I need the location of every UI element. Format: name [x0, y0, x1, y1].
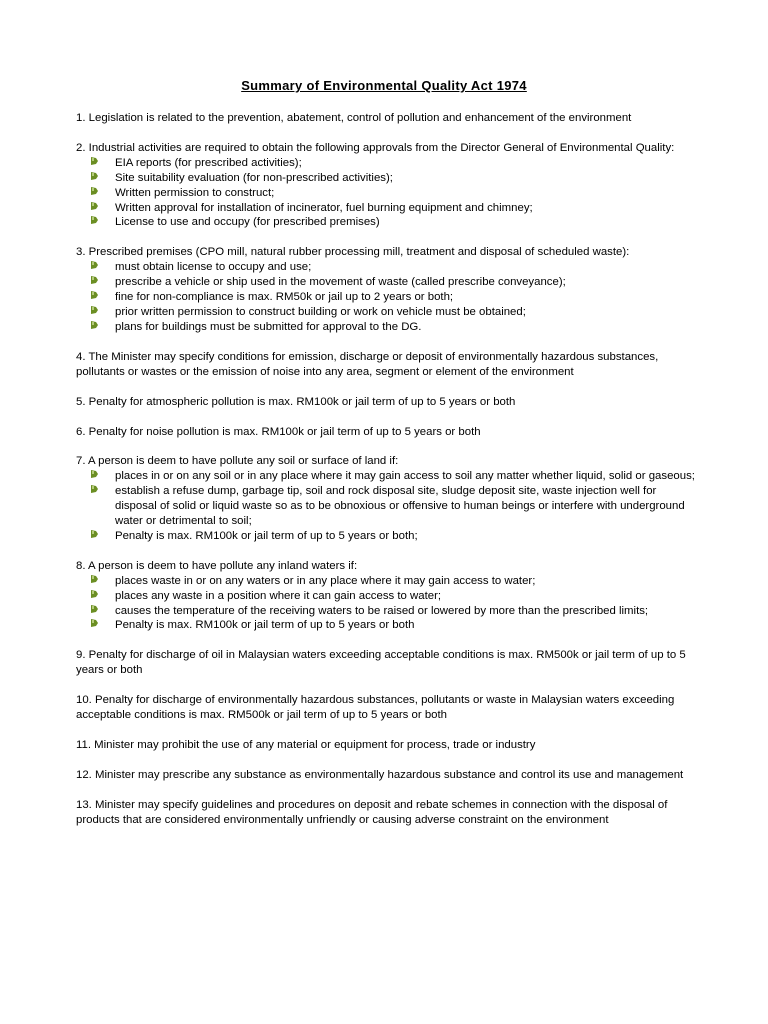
bullet-text: Penalty is max. RM100k or jail term of up to 5 years or both	[115, 619, 415, 632]
list-item	[115, 469, 696, 484]
square-bullet-icon	[91, 291, 98, 299]
bullet-text: Written permission to construct;	[115, 186, 275, 199]
section-6	[76, 425, 696, 440]
square-bullet-icon	[91, 575, 98, 583]
section-13	[76, 798, 696, 828]
list-item	[115, 618, 696, 633]
section-text: 7. A person is deem to have pollute any soil or surface of land if:	[76, 455, 399, 468]
bullet-text: places any waste in a position where it can gain access to water;	[115, 589, 442, 602]
square-bullet-icon	[91, 187, 98, 195]
list-item	[115, 215, 696, 230]
square-bullet-icon	[91, 321, 98, 329]
list-item	[115, 529, 696, 544]
list-item	[115, 574, 696, 589]
section-text: 5. Penalty for atmospheric pollution is max. RM100k or jail term of up to 5 years or both	[76, 395, 516, 408]
section-text: 9. Penalty for discharge of oil in Malaysian waters exceeding acceptable conditions is max. RM500k or jail term of up to 5 years or both	[76, 649, 686, 677]
list-item	[115, 290, 696, 305]
bullet-text: Site suitability evaluation (for non-prescribed activities);	[115, 171, 393, 184]
list-item	[115, 201, 696, 216]
square-bullet-icon	[91, 590, 98, 598]
list-item	[115, 275, 696, 290]
square-bullet-icon	[91, 485, 98, 493]
list-item	[115, 484, 696, 529]
square-bullet-icon	[91, 276, 98, 284]
bullet-text: causes the temperature of the receiving waters to be raised or lowered by more than the prescribed limits;	[115, 604, 649, 617]
list-item	[115, 320, 696, 335]
square-bullet-icon	[91, 172, 98, 180]
section-4	[76, 350, 696, 380]
section-7	[76, 454, 696, 543]
list-item	[115, 260, 696, 275]
section-8	[76, 559, 696, 634]
bullet-text: must obtain license to occupy and use;	[115, 261, 312, 274]
bullet-text: establish a refuse dump, garbage tip, soil and rock disposal site, sludge deposit site, waste injection well for disposal of solid or liquid waste so as to be obnoxious or offensive to human beings or interfere with underground water or detrimental to soil;	[115, 485, 685, 528]
bullet-list	[76, 469, 696, 544]
square-bullet-icon	[91, 216, 98, 224]
list-item	[115, 171, 696, 186]
section-text: 3. Prescribed premises (CPO mill, natural rubber processing mill, treatment and disposal of scheduled waste):	[76, 246, 630, 259]
bullet-text: prescribe a vehicle or ship used in the movement of waste (called prescribe conveyance);	[115, 276, 566, 289]
section-text: 8. A person is deem to have pollute any inland waters if:	[76, 559, 358, 572]
bullet-list	[76, 574, 696, 634]
bullet-text: places waste in or on any waters or in any place where it may gain access to water;	[115, 574, 536, 587]
section-text: 12. Minister may prescribe any substance as environmentally hazardous substance and control its use and management	[76, 768, 684, 781]
section-2	[76, 141, 696, 230]
bullet-text: EIA reports (for prescribed activities);	[115, 156, 302, 169]
bullet-text: prior written permission to construct building or work on vehicle must be obtained;	[115, 305, 526, 318]
bullet-list	[76, 156, 696, 231]
square-bullet-icon	[91, 619, 98, 627]
square-bullet-icon	[91, 530, 98, 538]
section-text: 2. Industrial activities are required to obtain the following approvals from the Director General of Environmental Quality:	[76, 141, 675, 154]
square-bullet-icon	[91, 202, 98, 210]
bullet-text: places in or on any soil or in any place where it may gain access to soil any matter whether liquid, solid or gaseous;	[115, 470, 695, 483]
section-3	[76, 245, 696, 334]
bullet-list	[76, 260, 696, 335]
bullet-text: fine for non-compliance is max. RM50k or jail up to 2 years or both;	[115, 291, 454, 304]
list-item	[115, 589, 696, 604]
section-text: 4. The Minister may specify conditions for emission, discharge or deposit of environmentally hazardous substances, pollutants or wastes or the emission of noise into any area, segment or element of the environment	[76, 350, 659, 378]
square-bullet-icon	[91, 261, 98, 269]
section-9	[76, 648, 696, 678]
section-text: 10. Penalty for discharge of environmentally hazardous substances, pollutants or waste in Malaysian waters exceeding acceptable conditions is max. RM500k or jail term of up to 5 years or both	[76, 694, 675, 722]
bullet-text: Written approval for installation of incinerator, fuel burning equipment and chimney;	[115, 201, 533, 214]
bullet-text: Penalty is max. RM100k or jail term of up to 5 years or both;	[115, 529, 418, 542]
square-bullet-icon	[91, 605, 98, 613]
section-text: 6. Penalty for noise pollution is max. RM100k or jail term of up to 5 years or both	[76, 425, 481, 438]
document-title: Summary of Environmental Quality Act 1974	[241, 78, 527, 93]
list-item	[115, 305, 696, 320]
list-item	[115, 604, 696, 619]
square-bullet-icon	[91, 157, 98, 165]
square-bullet-icon	[91, 306, 98, 314]
section-1	[76, 111, 696, 126]
section-text: 1. Legislation is related to the prevention, abatement, control of pollution and enhancement of the environment	[76, 112, 632, 124]
document-body	[76, 111, 696, 843]
bullet-text: plans for buildings must be submitted for approval to the DG.	[115, 320, 422, 333]
list-item	[115, 186, 696, 201]
square-bullet-icon	[91, 470, 98, 478]
section-11	[76, 738, 696, 753]
section-5	[76, 395, 696, 410]
section-12	[76, 768, 696, 783]
section-text: 11. Minister may prohibit the use of any material or equipment for process, trade or industry	[76, 739, 536, 751]
section-10	[76, 693, 696, 723]
section-text: 13. Minister may specify guidelines and procedures on deposit and rebate schemes in connection with the disposal of products that are considered environmentally unfriendly or causing adverse constraint on the environment	[76, 798, 668, 826]
bullet-text: License to use and occupy (for prescribed premises)	[115, 216, 380, 229]
list-item	[115, 156, 696, 171]
